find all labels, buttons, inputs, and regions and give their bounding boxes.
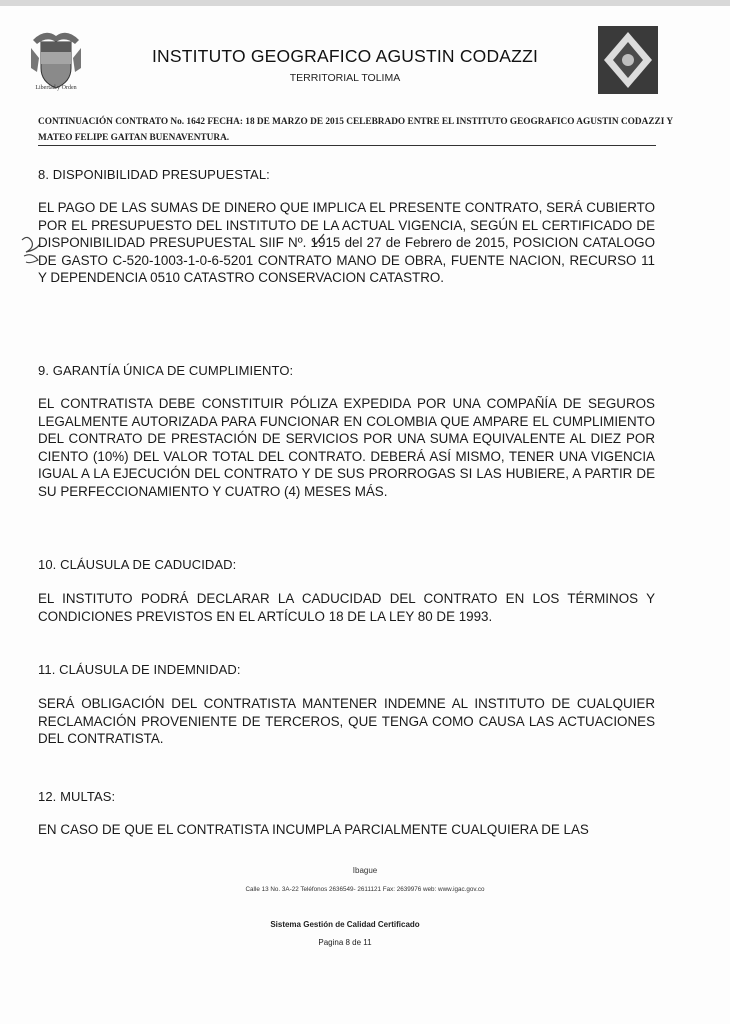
footer-city: Ibague <box>352 866 378 875</box>
territorial-subtitle: TERRITORIAL TOLIMA <box>289 72 401 84</box>
section-body-9: EL CONTRATISTA DEBE CONSTITUIR PÓLIZA EXPEDIDA POR UNA COMPAÑÍA DE SEGUROS LEGALMENTE AUTORIZADA PARA FUNCIONAR EN COLOMBIA QUE AMPARE EL CUMPLIMIENTO DEL CONTRATO DE PRESTACIÓN DE SERVICIOS POR UNA SUMA EQUIVALENTE AL DIEZ POR CIENTO (10%) DEL VALOR TOTAL DEL CONTRATO. DEBERÁ ASÍ MISMO, TENER UNA VIGENCIA IGUAL A LA EJECUCIÓN DEL CONTRATO Y DE SUS PRORROGAS SI LAS HUBIERE, A PARTIR DE SU PERFECCIONAMIENTO Y CUATRO (4) MESES MÁS. <box>38 396 655 499</box>
section-heading-8: 8. DISPONIBILIDAD PRESUPUESTAL: <box>38 167 270 182</box>
section-heading-11: 11. CLÁUSULA DE INDEMNIDAD: <box>38 662 241 677</box>
igac-logo-icon <box>598 26 658 94</box>
section-heading-9: 9. GARANTÍA ÚNICA DE CUMPLIMIENTO: <box>38 363 294 378</box>
section-body-8: EL PAGO DE LAS SUMAS DE DINERO QUE IMPLICA EL PRESENTE CONTRATO, SERÁ CUBIERTO POR EL PRESUPUESTO DEL INSTITUTO DE LA ACTUAL VIGENCIA, SEGÚN EL CERTIFICADO DE DISPONIBILIDAD PRESUPUESTAL SIIF Nº. 1915 del 27 de Febrero de 2015, POSICION CATALOGO DE GASTO C-520-1003-1-0-6-5201 CONTRATO MANO DE OBRA, FUENTE NACION, RECURSO 11 Y DEPENDENCIA 0510 CATASTRO CONSERVACION CATASTRO. <box>38 200 655 286</box>
page-number: Pagina 8 de 11 <box>318 938 372 947</box>
scan-edge <box>0 0 730 6</box>
footer-quality-system: Sistema Gestión de Calidad Certificado <box>270 920 420 929</box>
contract-continuation-note: CONTINUACIÓN CONTRATO No. 1642 FECHA: 18 DE MARZO DE 2015 CELEBRADO ENTRE EL INSTITUTO GEOGRAFICO AGUSTIN CODAZZI Y MATEO FELIPE GAITAN BUENAVENTURA. <box>38 117 673 143</box>
institution-title: INSTITUTO GEOGRAFICO AGUSTIN CODAZZI <box>151 46 539 66</box>
section-heading-10: 10. CLÁUSULA DE CADUCIDAD: <box>38 557 237 572</box>
crest-caption: Libertad y Orden <box>35 85 77 91</box>
footer-address: Calle 13 No. 3A-22 Teléfonos 2636549- 2611121 Fax: 2639976 web: www.igac.gov.co <box>245 886 485 893</box>
section-body-12: EN CASO DE QUE EL CONTRATISTA INCUMPLA PARCIALMENTE CUALQUIERA DE LAS <box>38 822 589 837</box>
header-divider <box>38 145 656 146</box>
section-body-11: SERÁ OBLIGACIÓN DEL CONTRATISTA MANTENER INDEMNE AL INSTITUTO DE CUALQUIER RECLAMACIÓN PROVENIENTE DE TERCEROS, QUE TENGA COMO CAUSA LAS ACTUACIONES DEL CONTRATISTA. <box>38 696 655 747</box>
section-body-10: EL INSTITUTO PODRÁ DECLARAR LA CADUCIDAD DEL CONTRATO EN LOS TÉRMINOS Y CONDICIONES PREVISTOS EN EL ARTÍCULO 18 DE LA LEY 80 DE 1993. <box>38 591 655 624</box>
section-heading-12: 12. MULTAS: <box>38 789 116 804</box>
